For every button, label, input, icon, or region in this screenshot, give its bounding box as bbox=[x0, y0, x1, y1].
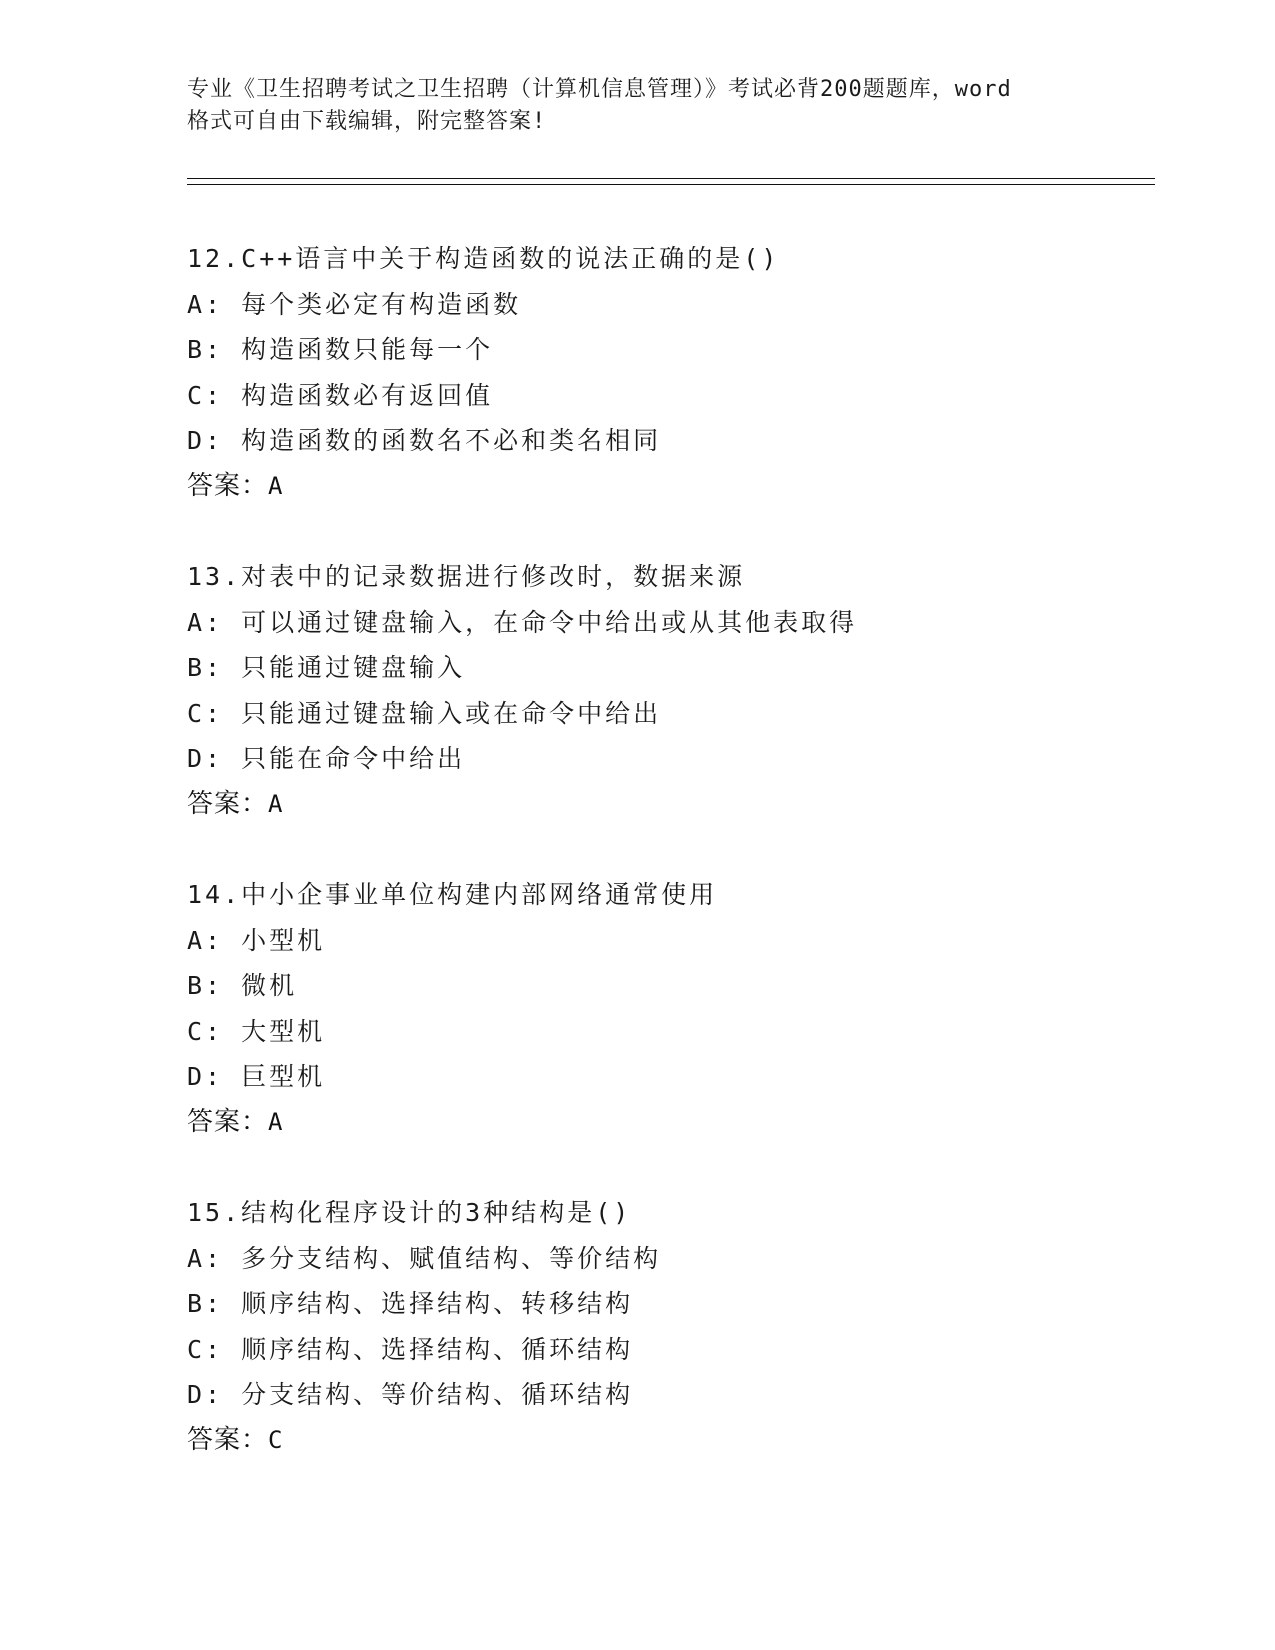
question-15 bbox=[187, 1190, 1187, 1463]
option-c: C: 顺序结构、选择结构、循环结构 bbox=[187, 1334, 634, 1364]
option-a: A: 多分支结构、赋值结构、等价结构 bbox=[187, 1243, 662, 1273]
question-stem: 14.中小企事业单位构建内部网络通常使用 bbox=[187, 880, 718, 909]
answer-label: 答案： bbox=[187, 470, 269, 501]
question-12 bbox=[187, 236, 1187, 509]
question-stem: 12.C++语言中关于构造函数的说法正确的是() bbox=[187, 244, 780, 273]
option-a: A: 每个类必定有构造函数 bbox=[187, 289, 522, 319]
answer-line bbox=[187, 1100, 1187, 1146]
option-b: B: 构造函数只能每一个 bbox=[187, 335, 494, 364]
option-c: C: 构造函数必有返回值 bbox=[187, 380, 494, 410]
option-d: D: 只能在命令中给出 bbox=[187, 744, 466, 773]
header-line-2: 格式可自由下载编辑，附完整答案! bbox=[187, 109, 547, 134]
header-line-1: 专业《卫生招聘考试之卫生招聘（计算机信息管理）》考试必背200题题库，word bbox=[187, 77, 1012, 102]
question-stem: 13.对表中的记录数据进行修改时，数据来源 bbox=[187, 562, 746, 591]
question-stem: 15.结构化程序设计的3种结构是() bbox=[187, 1198, 632, 1227]
answer-label: 答案： bbox=[187, 1424, 269, 1455]
answer-line bbox=[187, 464, 1187, 510]
option-d: D: 分支结构、等价结构、循环结构 bbox=[187, 1380, 634, 1409]
answer-value: A bbox=[268, 471, 284, 500]
option-c: C: 大型机 bbox=[187, 1016, 326, 1046]
option-a: A: 小型机 bbox=[187, 925, 326, 955]
option-d: D: 构造函数的函数名不必和类名相同 bbox=[187, 426, 662, 455]
document-header bbox=[187, 74, 1087, 138]
header-divider-bottom bbox=[187, 184, 1155, 185]
option-a: A: 可以通过键盘输入，在命令中给出或从其他表取得 bbox=[187, 607, 858, 637]
answer-label: 答案： bbox=[187, 788, 269, 819]
answer-value: C bbox=[268, 1425, 284, 1454]
answer-label: 答案： bbox=[187, 1106, 269, 1137]
question-14 bbox=[187, 872, 1187, 1145]
option-b: B: 微机 bbox=[187, 971, 298, 1000]
option-b: B: 只能通过键盘输入 bbox=[187, 653, 466, 682]
answer-value: A bbox=[268, 789, 284, 818]
option-c: C: 只能通过键盘输入或在命令中给出 bbox=[187, 698, 662, 728]
answer-line bbox=[187, 1418, 1187, 1464]
header-divider-top bbox=[187, 178, 1155, 179]
question-13 bbox=[187, 554, 1187, 827]
answer-value: A bbox=[268, 1107, 284, 1136]
answer-line bbox=[187, 782, 1187, 828]
question-list bbox=[187, 236, 1187, 1508]
option-b: B: 顺序结构、选择结构、转移结构 bbox=[187, 1289, 634, 1318]
option-d: D: 巨型机 bbox=[187, 1062, 326, 1091]
